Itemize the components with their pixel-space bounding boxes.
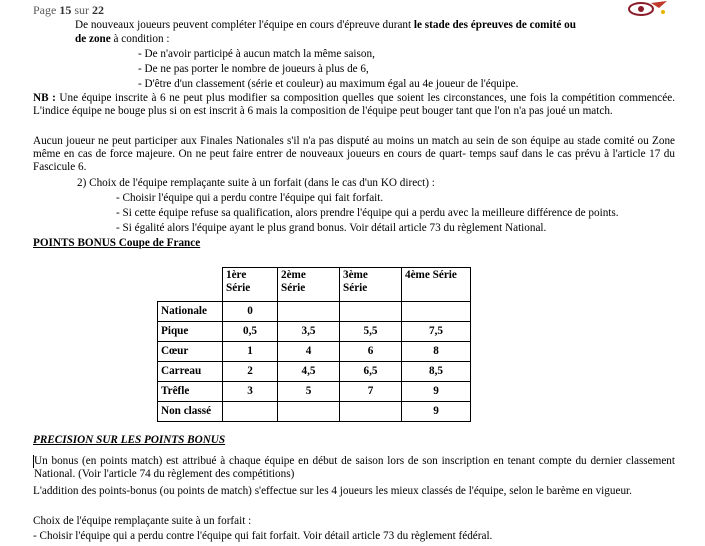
table-cell: 3 xyxy=(223,382,278,402)
table-cell: 2 xyxy=(223,362,278,382)
condition-item: - De n'avoir participé à aucun match la même saison, xyxy=(138,48,375,60)
logo-icon xyxy=(623,0,669,18)
table-cell: 6,5 xyxy=(340,362,402,382)
points-bonus-table xyxy=(157,267,471,422)
table-cell: 9 xyxy=(402,402,471,422)
table-cell: 6 xyxy=(340,342,402,362)
table-cell xyxy=(340,402,402,422)
table-cell xyxy=(402,302,471,322)
precision-paragraph[interactable]: Choix de l'équipe remplaçante suite à un forfait : xyxy=(33,515,252,527)
table-cell xyxy=(223,402,278,422)
row-label: Cœur xyxy=(158,342,223,362)
finales-paragraph: Aucun joueur ne peut participer aux Finales Nationales s'il n'a pas disputé au moins un match au sein de son équipe au stade comité ou Zone même en cas de force majeure. On ne peut faire entrer de nouveaux joueurs en cours de quart- temps sauf dans le cas prévu à l'article 17 du Fascicule 6. xyxy=(33,135,675,173)
intro-line1: De nouveaux joueurs peuvent compléter l'équipe en cours d'épreuve durant le stade des épreuves de comité ou xyxy=(75,19,576,31)
condition-item: - De ne pas porter le nombre de joueurs à plus de 6, xyxy=(138,63,369,75)
precision-paragraph[interactable]: - Choisir l'équipe qui a perdu contre l'équipe qui fait forfait. Voir détail article 73 du règlement fédéral. xyxy=(33,530,493,542)
table-cell xyxy=(340,302,402,322)
condition-item: - D'être d'un classement (série et couleur) au maximum égal au 4e joueur de l'équipe. xyxy=(138,78,519,90)
row-label: Carreau xyxy=(158,362,223,382)
table-cell: 5,5 xyxy=(340,322,402,342)
row-label: Nationale xyxy=(158,302,223,322)
points-bonus-title: POINTS BONUS Coupe de France xyxy=(33,237,201,249)
row-label: Trêfle xyxy=(158,382,223,402)
precision-paragraph[interactable]: L'addition des points-bonus (ou points de match) s'effectue sur les 4 joueurs les mieux classés de l'équipe, selon le barème en vigueur. xyxy=(33,485,632,497)
page-number: Page 15 sur 22 xyxy=(33,3,104,17)
table-corner-cell xyxy=(158,268,223,302)
row-label: Pique xyxy=(158,322,223,342)
table-header-row xyxy=(158,268,471,302)
table-row xyxy=(158,382,471,402)
page-header xyxy=(0,0,705,20)
table-cell: 0,5 xyxy=(223,322,278,342)
table-cell: 7 xyxy=(340,382,402,402)
table-cell: 8,5 xyxy=(402,362,471,382)
table-row xyxy=(158,322,471,342)
precision-paragraph[interactable]: Un bonus (en points match) est attribué à chaque équipe en début de saison lors de son inscription en tenant compte du dernier classement National. (Voir l'article 74 du règlement des compétitions) xyxy=(34,455,675,480)
nb-paragraph: NB : Une équipe inscrite à 6 ne peut plus modifier sa composition quelles que soient les circonstances, une fois la compétition commencée. L'indice équipe ne bouge plus si on est inscrit à 6 mais la composition de l'équipe peut bouger tant que l'on n'a pas joué un match. xyxy=(33,92,676,117)
intro-line2: de zone à condition : xyxy=(75,33,170,45)
table-cell: 1 xyxy=(223,342,278,362)
table-cell: 5 xyxy=(278,382,340,402)
table-cell: 4,5 xyxy=(278,362,340,382)
choix-item: - Si égalité alors l'équipe ayant le plus grand bonus. Voir détail article 73 du règlement National. xyxy=(116,222,547,234)
precision-title: PRECISION SUR LES POINTS BONUS xyxy=(33,434,226,446)
table-row xyxy=(158,402,471,422)
choix-item: - Si cette équipe refuse sa qualification, alors prendre l'équipe qui a perdu avec la meilleure différence de points. xyxy=(116,207,619,219)
table-cell xyxy=(278,302,340,322)
table-row xyxy=(158,342,471,362)
table-column-header: 4ème Série xyxy=(402,268,471,302)
table-cell: 9 xyxy=(402,382,471,402)
choix-item: - Choisir l'équipe qui a perdu contre l'équipe qui fait forfait. xyxy=(116,192,384,204)
table-row xyxy=(158,302,471,322)
table-cell: 7,5 xyxy=(402,322,471,342)
row-label: Non classé xyxy=(158,402,223,422)
table-cell: 0 xyxy=(223,302,278,322)
table-cell: 8 xyxy=(402,342,471,362)
table-column-header: 3ème Série xyxy=(340,268,402,302)
table-column-header: 2ème Série xyxy=(278,268,340,302)
choix-title: 2) Choix de l'équipe remplaçante suite à un forfait (dans le cas d'un KO direct) : xyxy=(77,177,435,189)
table-row xyxy=(158,362,471,382)
table-column-header: 1ère Série xyxy=(223,268,278,302)
table-cell xyxy=(278,402,340,422)
table-cell: 3,5 xyxy=(278,322,340,342)
table-cell: 4 xyxy=(278,342,340,362)
